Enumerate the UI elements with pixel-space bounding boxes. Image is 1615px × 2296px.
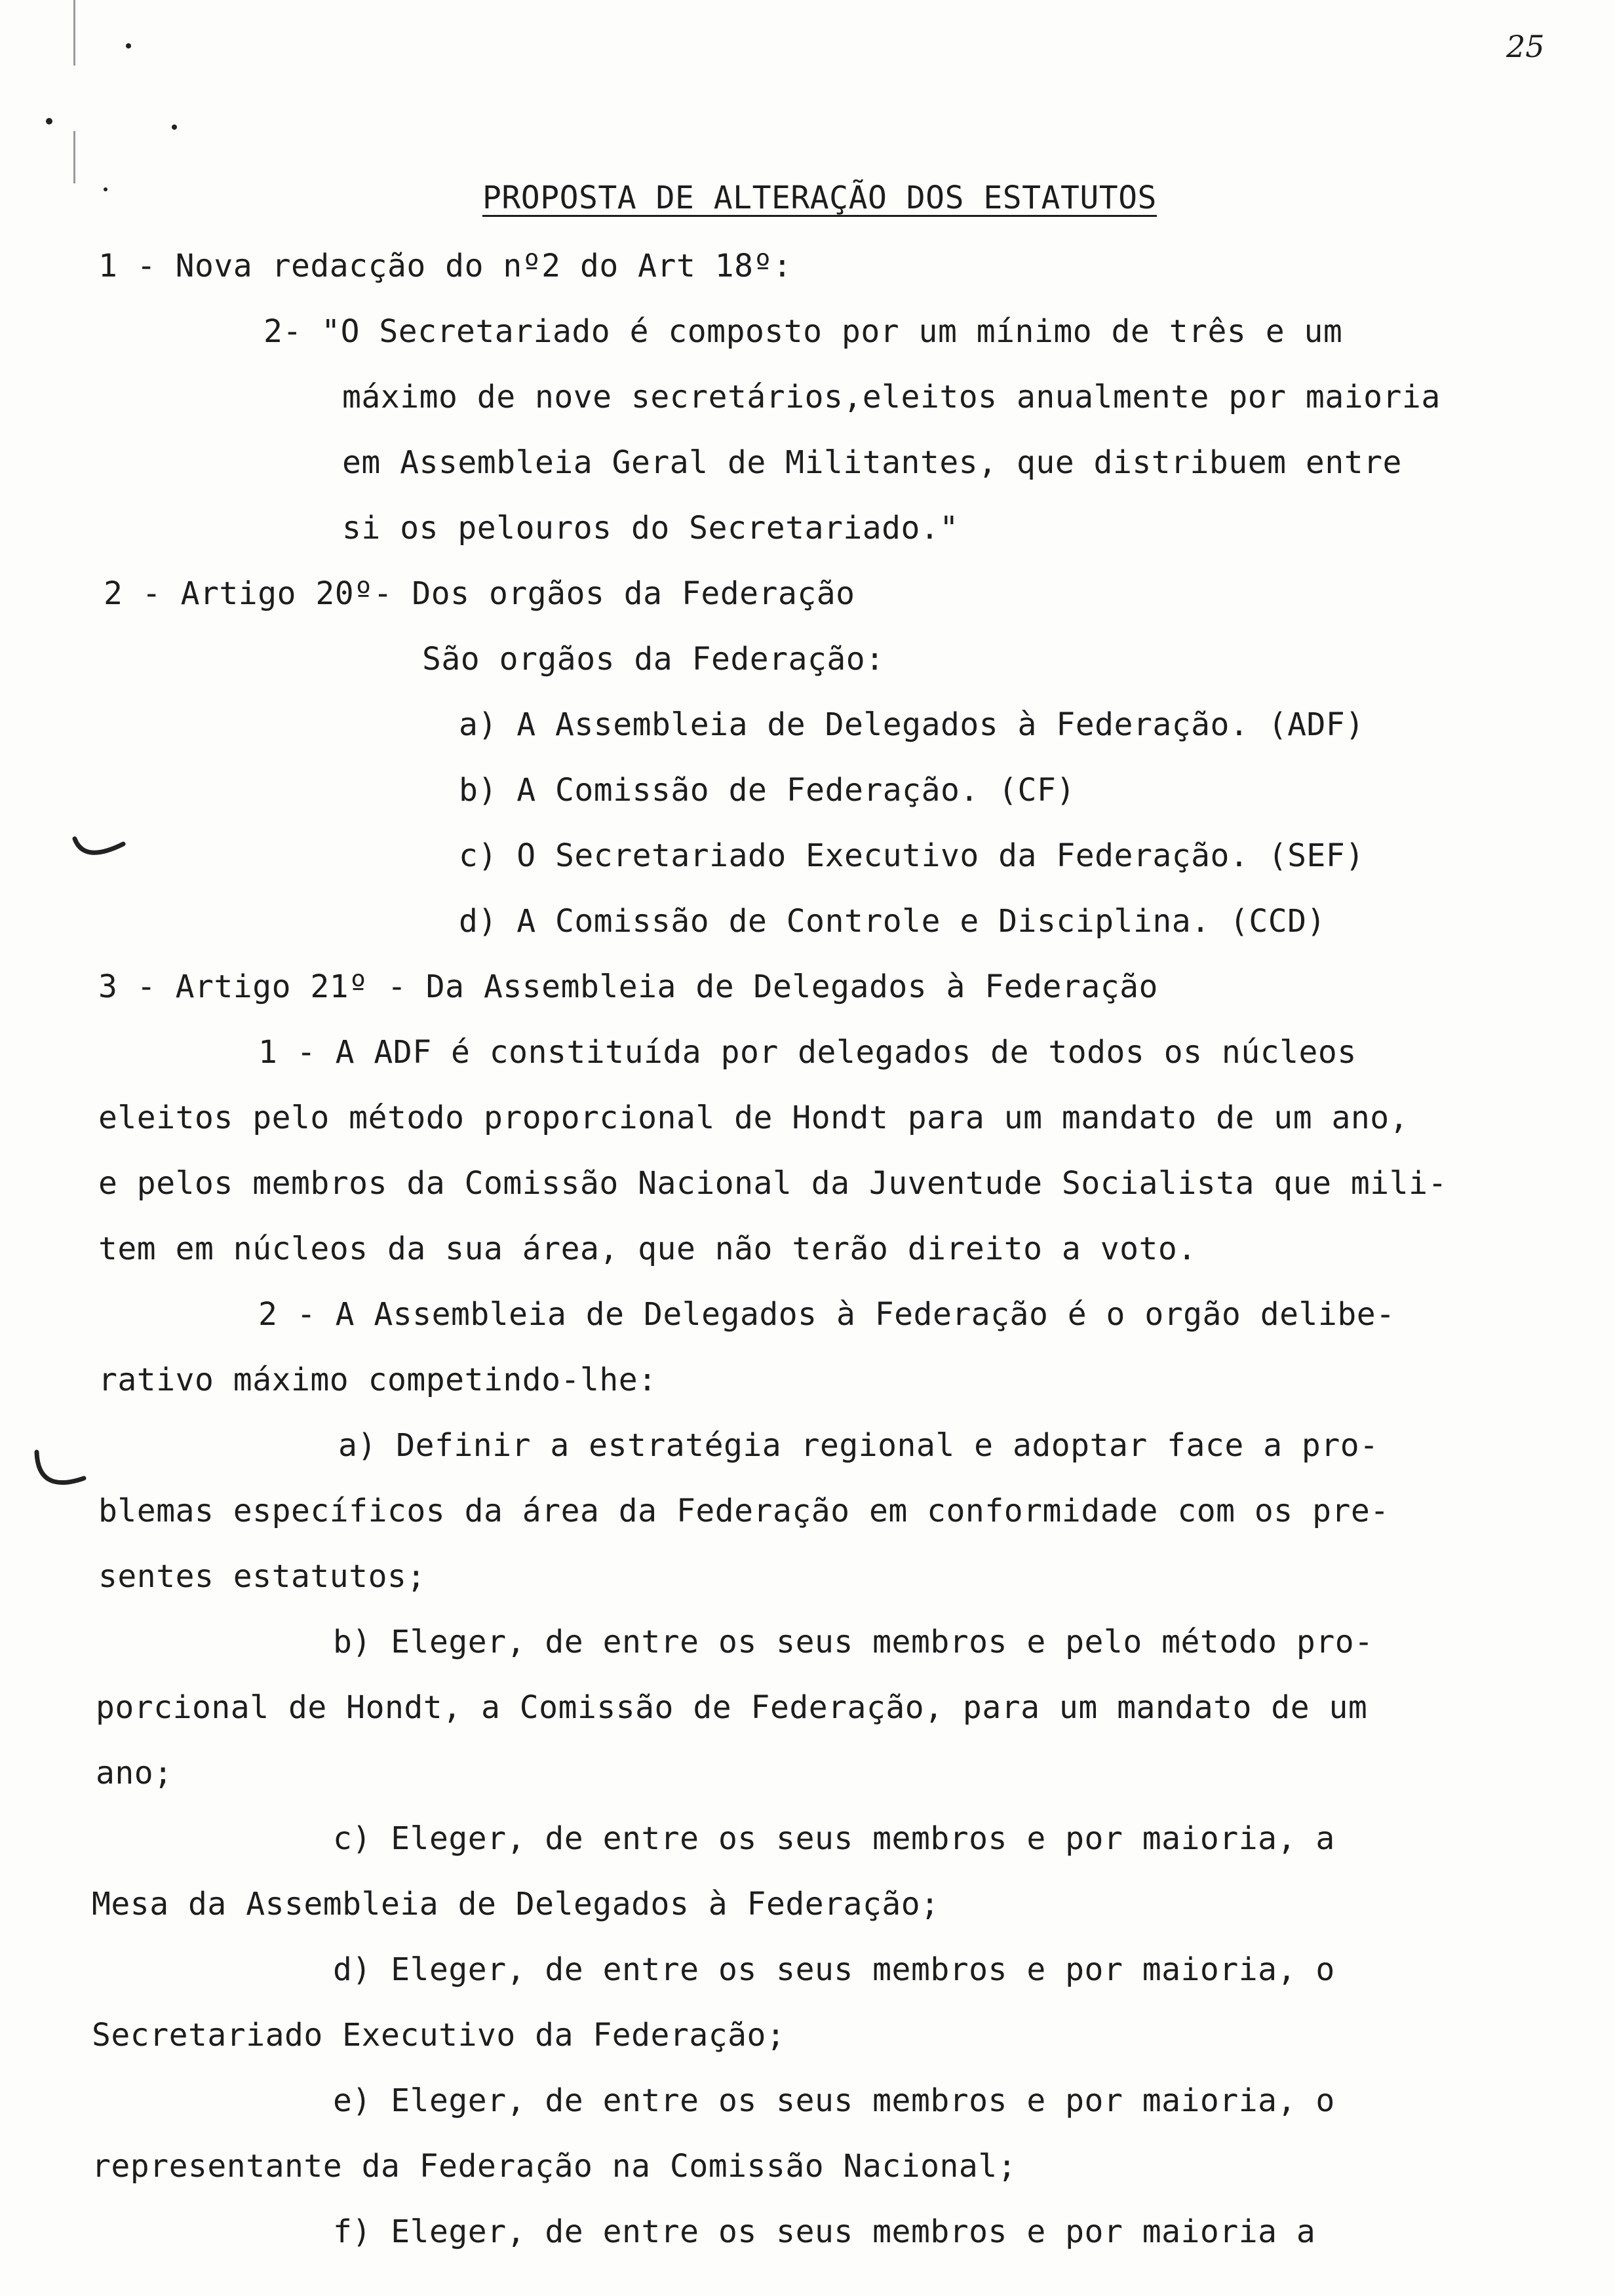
text-line: f) Eleger, de entre os seus membros e por maioria a xyxy=(333,2213,1316,2250)
text-line: máximo de nove secretários,eleitos anualmente por maioria xyxy=(342,379,1441,415)
margin-line xyxy=(73,131,75,183)
text-line: e pelos membros da Comissão Nacional da Juventude Socialista que mili- xyxy=(98,1165,1447,1202)
text-line: 2 - A Assembleia de Delegados à Federação é o orgão delibe- xyxy=(258,1296,1395,1333)
text-line: si os pelouros do Secretariado." xyxy=(342,510,959,546)
text-line: porcional de Hondt, a Comissão de Federação, para um mandato de um xyxy=(96,1689,1368,1726)
text-line: em Assembleia Geral de Militantes, que distribuem entre xyxy=(342,444,1402,481)
text-line: 2 - Artigo 20º- Dos orgãos da Federação xyxy=(104,575,855,612)
text-line: São orgãos da Federação: xyxy=(422,641,885,678)
ink-dot xyxy=(172,124,177,130)
text-line: c) O Secretariado Executivo da Federação. (SEF) xyxy=(459,837,1365,874)
margin-line xyxy=(73,0,75,66)
text-line: a) A Assembleia de Delegados à Federação. (ADF) xyxy=(459,706,1365,743)
text-line: b) A Comissão de Federação. (CF) xyxy=(459,772,1076,809)
text-line: a) Definir a estratégia regional e adoptar face a pro- xyxy=(338,1427,1379,1464)
text-line: 3 - Artigo 21º - Da Assembleia de Delegados à Federação xyxy=(98,968,1158,1005)
text-line: sentes estatutos; xyxy=(98,1558,426,1595)
text-line: Secretariado Executivo da Federação; xyxy=(92,2017,786,2054)
text-line: blemas específicos da área da Federação em conformidade com os pre- xyxy=(98,1493,1390,1529)
text-line: 1 - Nova redacção do nº2 do Art 18º: xyxy=(98,248,792,284)
text-line: d) Eleger, de entre os seus membros e por maioria, o xyxy=(333,1951,1335,1988)
text-line: d) A Comissão de Controle e Disciplina. (CCD) xyxy=(459,903,1326,940)
text-line: tem em núcleos da sua área, que não terão direito a voto. xyxy=(98,1231,1197,1267)
page-title: PROPOSTA DE ALTERAÇÃO DOS ESTATUTOS xyxy=(482,180,1157,216)
text-line: ano; xyxy=(96,1755,173,1791)
text-line: b) Eleger, de entre os seus membros e pelo método pro- xyxy=(333,1624,1374,1660)
text-line: Mesa da Assembleia de Delegados à Federação; xyxy=(92,1886,940,1923)
text-line: 1 - A ADF é constituída por delegados de todos os núcleos xyxy=(258,1034,1357,1071)
text-line: 2- "O Secretariado é composto por um mínimo de três e um xyxy=(263,313,1343,350)
ink-dot xyxy=(46,118,52,124)
text-line: c) Eleger, de entre os seus membros e por maioria, a xyxy=(333,1820,1335,1857)
page-number: 25 xyxy=(1506,29,1545,64)
check-mark-icon xyxy=(30,1448,89,1501)
ink-dot xyxy=(126,43,131,48)
check-mark-icon xyxy=(71,832,130,871)
text-line: representante da Federação na Comissão Nacional; xyxy=(92,2148,1017,2185)
text-line: rativo máximo competindo-lhe: xyxy=(98,1362,657,1398)
ink-dot xyxy=(104,187,107,191)
text-line: e) Eleger, de entre os seus membros e por maioria, o xyxy=(333,2082,1335,2119)
text-line: eleitos pelo método proporcional de Hondt para um mandato de um ano, xyxy=(98,1100,1409,1136)
